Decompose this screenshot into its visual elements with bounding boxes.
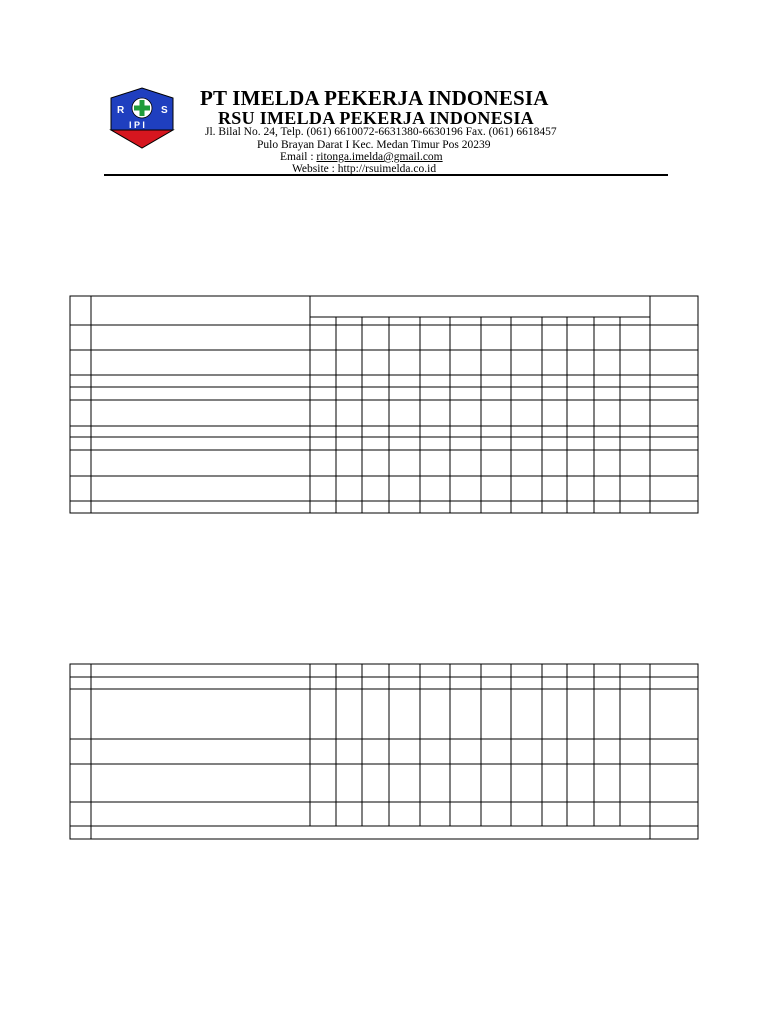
email-link[interactable]: ritonga.imelda@gmail.com bbox=[316, 151, 443, 163]
table-2-border bbox=[70, 664, 698, 839]
table-1-border bbox=[70, 296, 698, 513]
address-line-1: Jl. Bilal No. 24, Telp. (061) 6610072-6631380-6630196 Fax. (061) 6618457 bbox=[205, 126, 557, 138]
email-label: Email : bbox=[280, 151, 317, 163]
address-line-2: Pulo Brayan Darat I Kec. Medan Timur Pos 20239 bbox=[257, 139, 491, 151]
org-name: PT IMELDA PEKERJA INDONESIA bbox=[200, 86, 549, 110]
logo-letters-ipi: I P I bbox=[129, 120, 145, 130]
logo-letter-s: S bbox=[161, 105, 168, 116]
website-label: Website : bbox=[292, 163, 338, 175]
hospital-name: RSU IMELDA PEKERJA INDONESIA bbox=[218, 108, 534, 128]
logo-letter-r: R bbox=[117, 105, 125, 116]
website-link[interactable]: http://rsuimelda.co.id bbox=[337, 163, 437, 175]
